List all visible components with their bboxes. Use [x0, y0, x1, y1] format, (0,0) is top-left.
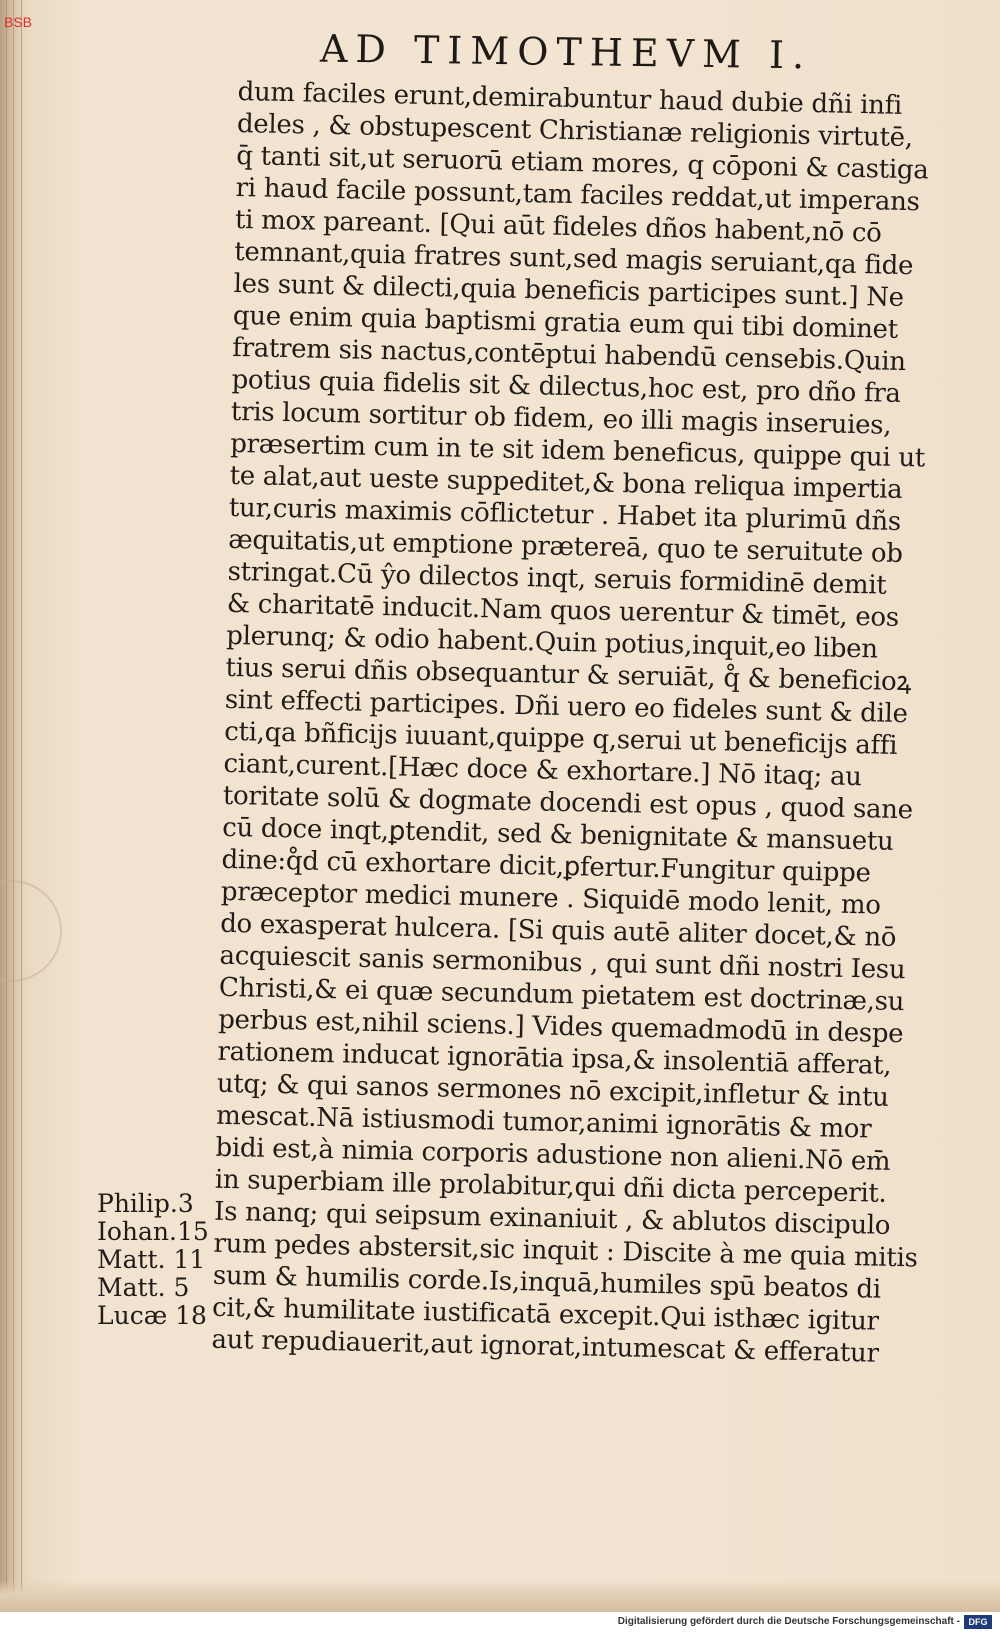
marginal-note: Matt. 11: [97, 1245, 206, 1274]
text-line: utq; & qui sanos sermones nō excipit,infletur & intu: [216, 1068, 889, 1113]
text-line: que enim quia baptismi gratia eum qui tibi dominet: [232, 300, 899, 345]
text-line: Is nanq; qui seipsum exinaniuit , & ablutos discipulo: [213, 1196, 891, 1241]
footer-credit: Digitalisierung gefördert durch die Deutsche Forschungsgemeinschaft -: [617, 1616, 960, 1627]
running-head: AD TIMOTHEVM I.: [319, 26, 813, 78]
page-tab-notch: [0, 880, 62, 982]
text-line: do exasperat hulcera. [Si quis autē aliter docet,& nō: [219, 908, 897, 953]
dfg-logo-icon: DFG: [964, 1615, 992, 1629]
text-line: dum faciles erunt,demirabuntur haud dubie dñi infi: [237, 76, 903, 121]
text-line: temnant,quia fratres sunt,sed magis seruiant,qa fide: [234, 236, 914, 282]
text-line: te alat,aut ueste suppeditet,& bona reliqua impertia: [229, 460, 903, 505]
text-line: ciant,curent.[Hæc doce & exhortare.] Nō itaq; au: [223, 748, 862, 793]
text-line: in superbiam ille prolabitur,qui dñi dicta perceperit.: [214, 1164, 887, 1209]
text-line: cū doce inqt,ꝑtendit, sed & benignitate & mansuetu: [221, 812, 894, 857]
page-gutter: [0, 0, 28, 1612]
text-line: perbus est,nihil sciens.] Vides quemadmodū in despe: [217, 1004, 904, 1050]
text-line: les sunt & dilecti,quia beneficis participes sunt.] Ne: [233, 268, 905, 313]
text-line: potius quia fidelis sit & dilectus,hoc est, pro dño fra: [231, 364, 901, 409]
text-line: bidi est,à nimia corporis adustione non alieni.Nō em̄: [215, 1132, 891, 1177]
text-line: fratrem sis nactus,contēptui habendū censebis.Quin: [231, 332, 907, 378]
text-line: plerunq; & odio habent.Quin potius,inquit,eo liben: [225, 620, 879, 665]
text-line: tur,curis maximis cōflictetur . Habet ita plurimū dñs: [228, 492, 902, 537]
text-line: æquitatis,ut emptione prætereā, quo te seruitute ob: [227, 524, 903, 570]
text-line: acquiescit sanis sermonibus , qui sunt dñi nostri Iesu: [219, 940, 906, 986]
gutter-line: [13, 0, 14, 1612]
text-line: tius serui dñis obsequantur & seruiāt, q̊ & beneficioꝝ: [225, 652, 912, 698]
gutter-line: [6, 0, 7, 1612]
text-line: rum pedes abstersit,sic inquit : Discite à me quia mitis: [213, 1228, 918, 1274]
text-line: rationem inducat ignorātia ipsa,& insolentiā afferat,: [217, 1036, 892, 1081]
marginal-notes: [97, 1190, 227, 1330]
library-mark: BSB: [4, 14, 33, 30]
page-bottom-edge: [0, 1580, 1000, 1612]
text-line: præceptor medici munere . Siquidē modo lenit, mo: [220, 876, 881, 921]
text-line: dine:q̊d cū exhortare dicit,ꝑfertur.Fungitur quippe: [221, 844, 871, 889]
marginal-note: Iohan.15: [97, 1217, 209, 1246]
text-line: præsertim cum in te sit idem beneficus, quippe qui ut: [229, 428, 926, 474]
text-line: & charitatē inducit.Nam quos uerentur & timēt, eos: [226, 588, 900, 633]
marginal-note: Matt. 5: [97, 1273, 190, 1302]
text-line: tris locum sortitur ob fidem, eo illi magis inseruies,: [230, 396, 892, 441]
body-text-block: [211, 76, 938, 1370]
text-line: sint effecti participes. Dñi uero eo fideles sunt & dile: [224, 684, 908, 730]
text-line: cti,qa bñficijs iuuant,quippe q,serui ut beneficijs affi: [223, 716, 898, 761]
text-line: mescat.Nā istiusmodi tumor,animi ignorātis & mor: [215, 1100, 872, 1145]
gutter-line: [21, 0, 22, 1612]
text-line: cit,& humilitate iustificatā excepit.Qui isthæc igitur: [211, 1292, 880, 1337]
footer-strip: [0, 1612, 1000, 1633]
text-line: deles , & obstupescent Christianæ religionis virtutē,: [236, 108, 914, 154]
text-line: ri haud facile possunt,tam faciles reddat,ut imperans: [235, 172, 920, 218]
text-line: aut repudiauerit,aut ignorat,intumescat & efferatur: [211, 1324, 879, 1369]
text-line: toritate solū & dogmate docendi est opus , quod sane: [222, 780, 914, 826]
text-line: ti mox pareant. [Qui aūt fideles dños habent,nō cō: [234, 204, 882, 249]
marginal-note: Philip.3: [97, 1189, 194, 1218]
text-line: Christi,& ei quæ secundum pietatem est doctrinæ,su: [218, 972, 905, 1018]
text-line: q̄ tanti sit,ut seruorū etiam mores, q cōponi & castiga: [236, 140, 929, 186]
marginal-note: Lucæ 18: [97, 1301, 207, 1330]
text-line: sum & humilis corde.Is,inquā,humiles spū beatos di: [212, 1260, 882, 1305]
text-line: stringat.Cū ŷo dilectos inqt, seruis formidinē demit: [227, 556, 887, 601]
